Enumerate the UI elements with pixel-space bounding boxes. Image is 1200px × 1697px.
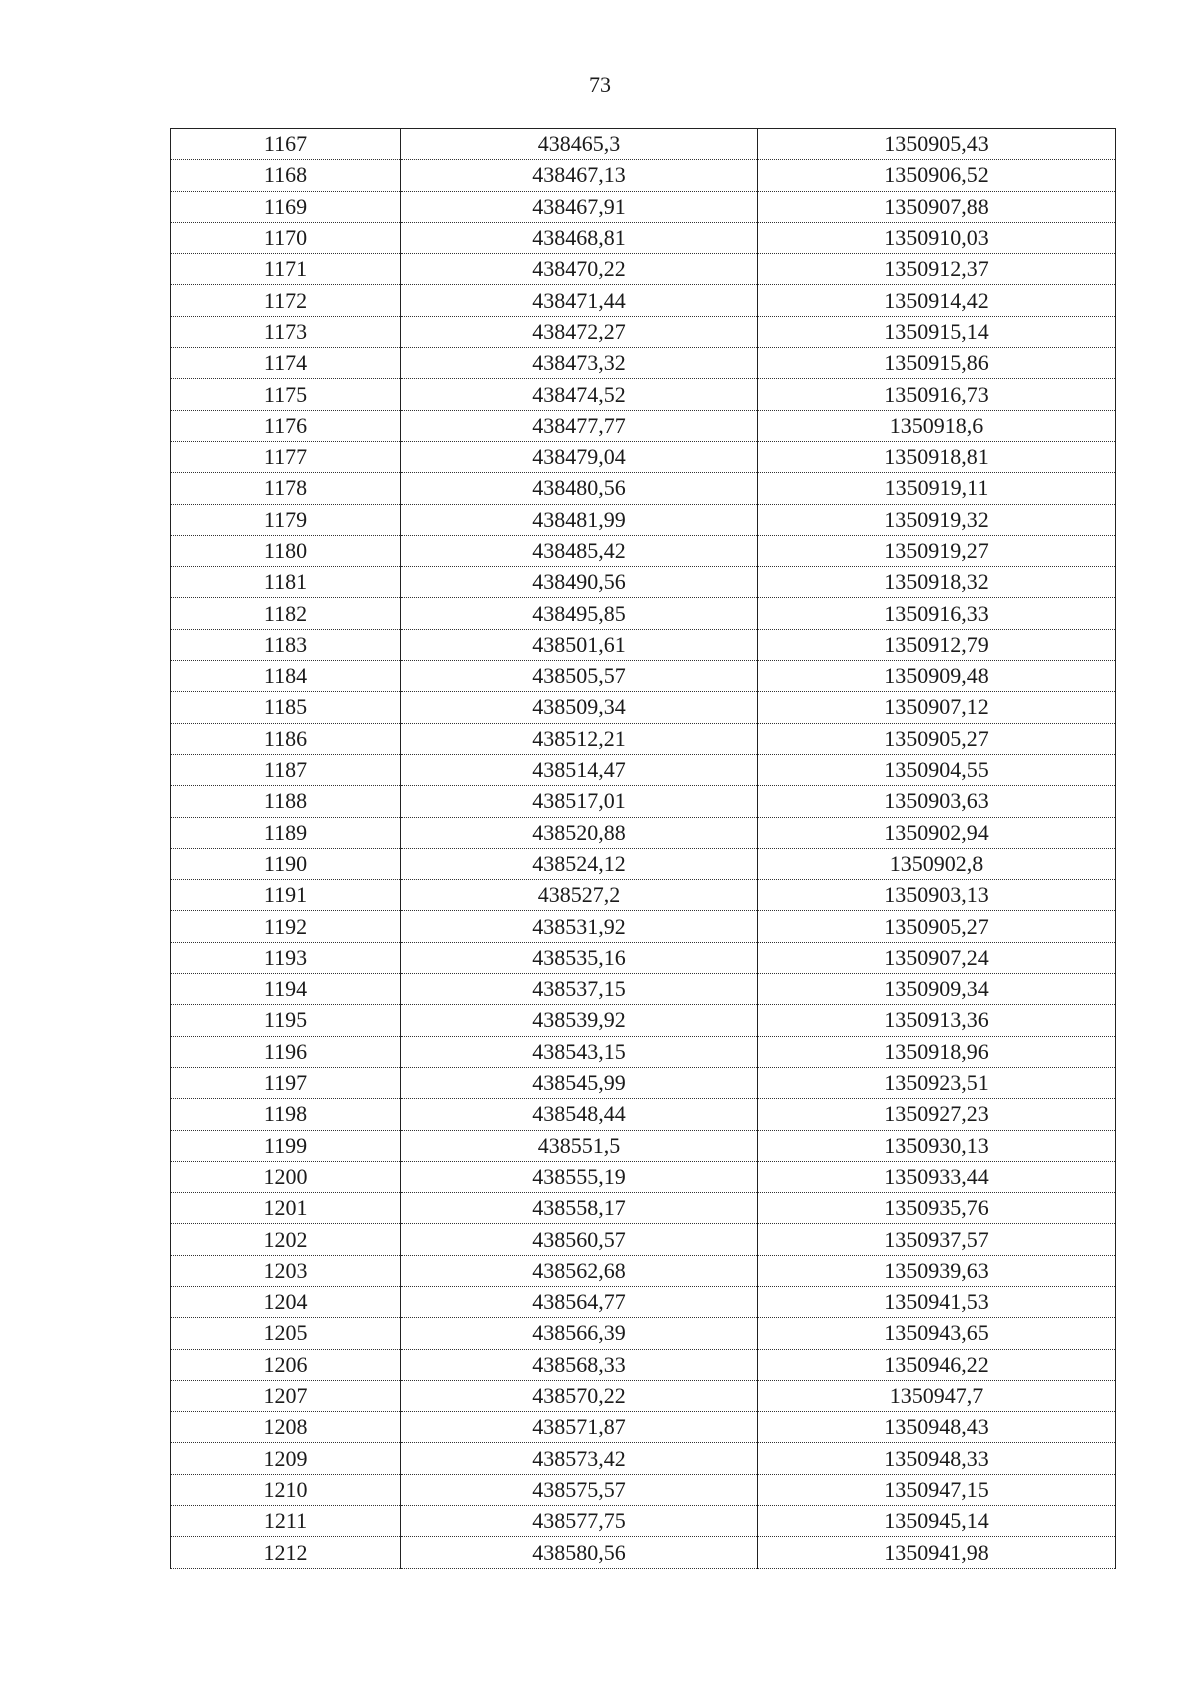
x-coordinate-cell: 438568,33 — [401, 1349, 758, 1380]
point-number-cell: 1206 — [171, 1349, 401, 1380]
y-coordinate-cell: 1350919,11 — [758, 473, 1116, 504]
point-number-cell: 1174 — [171, 348, 401, 379]
point-number-cell: 1187 — [171, 754, 401, 785]
point-number-cell: 1172 — [171, 285, 401, 316]
x-coordinate-cell: 438573,42 — [401, 1443, 758, 1474]
y-coordinate-cell: 1350907,12 — [758, 692, 1116, 723]
x-coordinate-cell: 438470,22 — [401, 254, 758, 285]
x-coordinate-cell: 438566,39 — [401, 1318, 758, 1349]
y-coordinate-cell: 1350909,34 — [758, 974, 1116, 1005]
point-number-cell: 1176 — [171, 410, 401, 441]
x-coordinate-cell: 438468,81 — [401, 222, 758, 253]
point-number-cell: 1202 — [171, 1224, 401, 1255]
point-number-cell: 1209 — [171, 1443, 401, 1474]
y-coordinate-cell: 1350904,55 — [758, 754, 1116, 785]
x-coordinate-cell: 438505,57 — [401, 661, 758, 692]
y-coordinate-cell: 1350916,33 — [758, 598, 1116, 629]
x-coordinate-cell: 438501,61 — [401, 629, 758, 660]
point-number-cell: 1192 — [171, 911, 401, 942]
y-coordinate-cell: 1350927,23 — [758, 1099, 1116, 1130]
point-number-cell: 1201 — [171, 1193, 401, 1224]
table-row — [171, 942, 1116, 973]
table-row — [171, 754, 1116, 785]
y-coordinate-cell: 1350918,32 — [758, 567, 1116, 598]
table-row — [171, 1099, 1116, 1130]
table-row — [171, 786, 1116, 817]
y-coordinate-cell: 1350937,57 — [758, 1224, 1116, 1255]
y-coordinate-cell: 1350923,51 — [758, 1067, 1116, 1098]
point-number-cell: 1182 — [171, 598, 401, 629]
coordinates-table-body — [171, 129, 1116, 1569]
x-coordinate-cell: 438471,44 — [401, 285, 758, 316]
table-row — [171, 191, 1116, 222]
point-number-cell: 1193 — [171, 942, 401, 973]
table-row — [171, 1474, 1116, 1505]
page-number: 73 — [589, 72, 611, 97]
x-coordinate-cell: 438545,99 — [401, 1067, 758, 1098]
point-number-cell: 1173 — [171, 316, 401, 347]
x-coordinate-cell: 438580,56 — [401, 1537, 758, 1568]
point-number-cell: 1168 — [171, 160, 401, 191]
x-coordinate-cell: 438485,42 — [401, 535, 758, 566]
x-coordinate-cell: 438481,99 — [401, 504, 758, 535]
y-coordinate-cell: 1350946,22 — [758, 1349, 1116, 1380]
point-number-cell: 1188 — [171, 786, 401, 817]
table-row — [171, 160, 1116, 191]
point-number-cell: 1191 — [171, 880, 401, 911]
point-number-cell: 1207 — [171, 1380, 401, 1411]
point-number-cell: 1204 — [171, 1286, 401, 1317]
y-coordinate-cell: 1350918,96 — [758, 1036, 1116, 1067]
x-coordinate-cell: 438495,85 — [401, 598, 758, 629]
x-coordinate-cell: 438465,3 — [401, 129, 758, 160]
y-coordinate-cell: 1350915,86 — [758, 348, 1116, 379]
y-coordinate-cell: 1350907,88 — [758, 191, 1116, 222]
x-coordinate-cell: 438467,91 — [401, 191, 758, 222]
x-coordinate-cell: 438577,75 — [401, 1506, 758, 1537]
y-coordinate-cell: 1350906,52 — [758, 160, 1116, 191]
x-coordinate-cell: 438474,52 — [401, 379, 758, 410]
table-row — [171, 1193, 1116, 1224]
point-number-cell: 1184 — [171, 661, 401, 692]
x-coordinate-cell: 438562,68 — [401, 1255, 758, 1286]
point-number-cell: 1179 — [171, 504, 401, 535]
table-row — [171, 880, 1116, 911]
table-row — [171, 348, 1116, 379]
table-row — [171, 1130, 1116, 1161]
y-coordinate-cell: 1350915,14 — [758, 316, 1116, 347]
y-coordinate-cell: 1350903,63 — [758, 786, 1116, 817]
table-row — [171, 379, 1116, 410]
y-coordinate-cell: 1350907,24 — [758, 942, 1116, 973]
table-row — [171, 1506, 1116, 1537]
y-coordinate-cell: 1350903,13 — [758, 880, 1116, 911]
y-coordinate-cell: 1350947,15 — [758, 1474, 1116, 1505]
point-number-cell: 1170 — [171, 222, 401, 253]
table-row — [171, 817, 1116, 848]
y-coordinate-cell: 1350902,8 — [758, 848, 1116, 879]
point-number-cell: 1195 — [171, 1005, 401, 1036]
y-coordinate-cell: 1350930,13 — [758, 1130, 1116, 1161]
table-row — [171, 1286, 1116, 1317]
point-number-cell: 1189 — [171, 817, 401, 848]
y-coordinate-cell: 1350941,98 — [758, 1537, 1116, 1568]
table-row — [171, 441, 1116, 472]
y-coordinate-cell: 1350945,14 — [758, 1506, 1116, 1537]
table-row — [171, 848, 1116, 879]
coordinates-table — [170, 128, 1116, 1569]
table-row — [171, 1005, 1116, 1036]
x-coordinate-cell: 438524,12 — [401, 848, 758, 879]
point-number-cell: 1203 — [171, 1255, 401, 1286]
point-number-cell: 1205 — [171, 1318, 401, 1349]
y-coordinate-cell: 1350948,33 — [758, 1443, 1116, 1474]
y-coordinate-cell: 1350912,37 — [758, 254, 1116, 285]
y-coordinate-cell: 1350902,94 — [758, 817, 1116, 848]
y-coordinate-cell: 1350943,65 — [758, 1318, 1116, 1349]
table-row — [171, 1318, 1116, 1349]
x-coordinate-cell: 438551,5 — [401, 1130, 758, 1161]
x-coordinate-cell: 438517,01 — [401, 786, 758, 817]
x-coordinate-cell: 438473,32 — [401, 348, 758, 379]
x-coordinate-cell: 438537,15 — [401, 974, 758, 1005]
x-coordinate-cell: 438543,15 — [401, 1036, 758, 1067]
point-number-cell: 1178 — [171, 473, 401, 504]
table-row — [171, 661, 1116, 692]
point-number-cell: 1181 — [171, 567, 401, 598]
y-coordinate-cell: 1350919,27 — [758, 535, 1116, 566]
table-row — [171, 1537, 1116, 1568]
y-coordinate-cell: 1350912,79 — [758, 629, 1116, 660]
y-coordinate-cell: 1350941,53 — [758, 1286, 1116, 1317]
table-row — [171, 911, 1116, 942]
point-number-cell: 1210 — [171, 1474, 401, 1505]
y-coordinate-cell: 1350933,44 — [758, 1161, 1116, 1192]
x-coordinate-cell: 438479,04 — [401, 441, 758, 472]
y-coordinate-cell: 1350905,43 — [758, 129, 1116, 160]
x-coordinate-cell: 438512,21 — [401, 723, 758, 754]
x-coordinate-cell: 438535,16 — [401, 942, 758, 973]
y-coordinate-cell: 1350918,81 — [758, 441, 1116, 472]
table-row — [171, 692, 1116, 723]
x-coordinate-cell: 438564,77 — [401, 1286, 758, 1317]
table-row — [171, 254, 1116, 285]
point-number-cell: 1197 — [171, 1067, 401, 1098]
x-coordinate-cell: 438531,92 — [401, 911, 758, 942]
x-coordinate-cell: 438558,17 — [401, 1193, 758, 1224]
table-row — [171, 974, 1116, 1005]
point-number-cell: 1186 — [171, 723, 401, 754]
y-coordinate-cell: 1350935,76 — [758, 1193, 1116, 1224]
y-coordinate-cell: 1350909,48 — [758, 661, 1116, 692]
table-row — [171, 222, 1116, 253]
table-row — [171, 1224, 1116, 1255]
point-number-cell: 1175 — [171, 379, 401, 410]
y-coordinate-cell: 1350947,7 — [758, 1380, 1116, 1411]
y-coordinate-cell: 1350914,42 — [758, 285, 1116, 316]
x-coordinate-cell: 438514,47 — [401, 754, 758, 785]
table-row — [171, 1255, 1116, 1286]
x-coordinate-cell: 438480,56 — [401, 473, 758, 504]
table-row — [171, 410, 1116, 441]
x-coordinate-cell: 438548,44 — [401, 1099, 758, 1130]
y-coordinate-cell: 1350916,73 — [758, 379, 1116, 410]
point-number-cell: 1212 — [171, 1537, 401, 1568]
x-coordinate-cell: 438477,77 — [401, 410, 758, 441]
table-row — [171, 285, 1116, 316]
point-number-cell: 1208 — [171, 1412, 401, 1443]
y-coordinate-cell: 1350939,63 — [758, 1255, 1116, 1286]
table-row — [171, 316, 1116, 347]
point-number-cell: 1211 — [171, 1506, 401, 1537]
point-number-cell: 1180 — [171, 535, 401, 566]
x-coordinate-cell: 438571,87 — [401, 1412, 758, 1443]
table-row — [171, 1349, 1116, 1380]
table-row — [171, 1412, 1116, 1443]
y-coordinate-cell: 1350919,32 — [758, 504, 1116, 535]
point-number-cell: 1200 — [171, 1161, 401, 1192]
point-number-cell: 1194 — [171, 974, 401, 1005]
y-coordinate-cell: 1350918,6 — [758, 410, 1116, 441]
point-number-cell: 1196 — [171, 1036, 401, 1067]
x-coordinate-cell: 438509,34 — [401, 692, 758, 723]
x-coordinate-cell: 438555,19 — [401, 1161, 758, 1192]
x-coordinate-cell: 438467,13 — [401, 160, 758, 191]
point-number-cell: 1185 — [171, 692, 401, 723]
point-number-cell: 1199 — [171, 1130, 401, 1161]
y-coordinate-cell: 1350913,36 — [758, 1005, 1116, 1036]
table-row — [171, 1443, 1116, 1474]
point-number-cell: 1167 — [171, 129, 401, 160]
table-row — [171, 535, 1116, 566]
table-row — [171, 598, 1116, 629]
x-coordinate-cell: 438520,88 — [401, 817, 758, 848]
x-coordinate-cell: 438527,2 — [401, 880, 758, 911]
table-row — [171, 1380, 1116, 1411]
y-coordinate-cell: 1350905,27 — [758, 911, 1116, 942]
point-number-cell: 1183 — [171, 629, 401, 660]
point-number-cell: 1190 — [171, 848, 401, 879]
point-number-cell: 1171 — [171, 254, 401, 285]
table-row — [171, 567, 1116, 598]
table-row — [171, 129, 1116, 160]
point-number-cell: 1198 — [171, 1099, 401, 1130]
table-row — [171, 473, 1116, 504]
table-row — [171, 1161, 1116, 1192]
y-coordinate-cell: 1350948,43 — [758, 1412, 1116, 1443]
x-coordinate-cell: 438490,56 — [401, 567, 758, 598]
point-number-cell: 1169 — [171, 191, 401, 222]
x-coordinate-cell: 438570,22 — [401, 1380, 758, 1411]
table-row — [171, 1036, 1116, 1067]
table-row — [171, 1067, 1116, 1098]
table-row — [171, 629, 1116, 660]
y-coordinate-cell: 1350905,27 — [758, 723, 1116, 754]
table-row — [171, 504, 1116, 535]
point-number-cell: 1177 — [171, 441, 401, 472]
x-coordinate-cell: 438560,57 — [401, 1224, 758, 1255]
y-coordinate-cell: 1350910,03 — [758, 222, 1116, 253]
x-coordinate-cell: 438539,92 — [401, 1005, 758, 1036]
table-row — [171, 723, 1116, 754]
x-coordinate-cell: 438472,27 — [401, 316, 758, 347]
x-coordinate-cell: 438575,57 — [401, 1474, 758, 1505]
